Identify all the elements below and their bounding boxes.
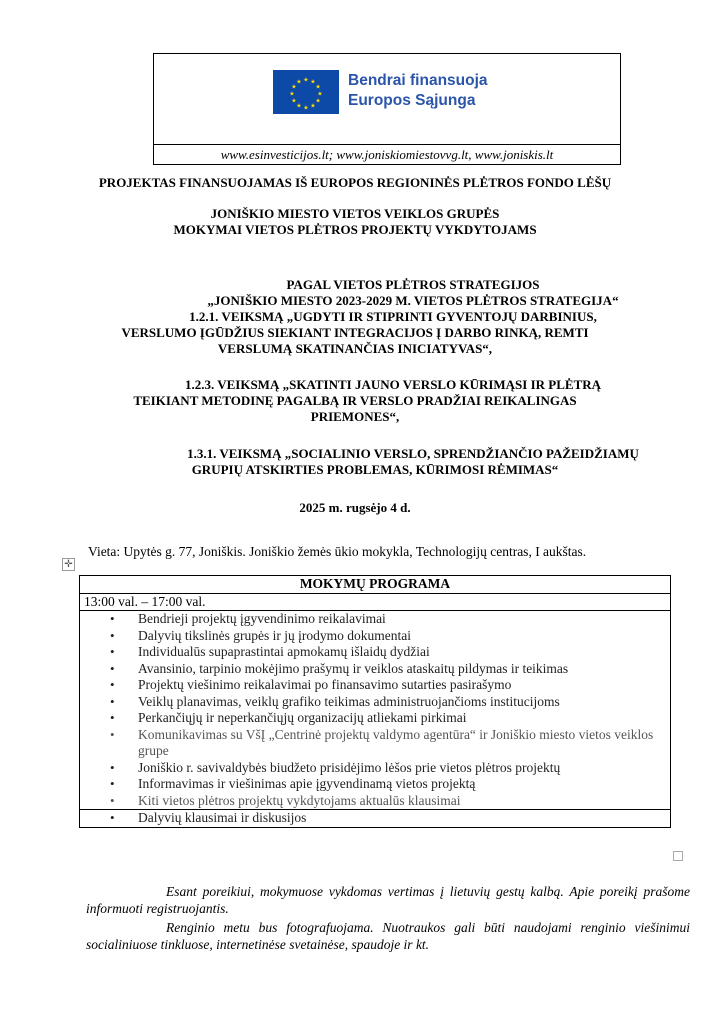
measure1-line1: 1.2.1. VEIKSMĄ „UGDYTI IR STIPRINTI GYVENTOJŲ DARBINIUS, <box>189 309 597 324</box>
list-item: • Komunikavimas su VšĮ „Centrinė projektų valdymo agentūra“ ir Joniškio miesto vietos veiklos grupe <box>110 727 666 760</box>
list-item: • Dalyvių klausimai ir diskusijos <box>110 810 666 827</box>
svg-text:★: ★ <box>310 102 316 110</box>
list-item: • Individualūs supaprastintai apmokamų išlaidų dydžiai <box>110 644 666 661</box>
list-item: • Projektų viešinimo reikalavimai po finansavimo sutarties pasirašymo <box>110 677 666 694</box>
list-item: • Kiti vietos plėtros projektų vykdytojams aktualūs klausimai <box>110 793 666 810</box>
list-item: • Dalyvių tikslinės grupės ir jų įrodymo dokumentai <box>110 628 666 645</box>
program-title: MOKYMŲ PROGRAMA <box>80 576 671 594</box>
header-links: www.esinvesticijos.lt; www.joniskiomiestovvg.lt, www.joniskis.lt <box>154 144 620 166</box>
venue-text: Vieta: Upytės g. 77, Joniškis. Joniškio žemės ūkio mokykla, Technologijų centras, I aukštas. <box>88 544 587 559</box>
eu-stars-icon <box>273 70 339 114</box>
eu-logo <box>154 54 620 144</box>
list-item: • Bendrieji projektų įgyvendinimo reikalavimai <box>110 611 666 628</box>
program-table <box>79 575 671 828</box>
table-move-handle-icon[interactable]: ✛ <box>62 558 75 571</box>
strategy-line2: „JONIŠKIO MIESTO 2023-2029 M. VIETOS PLĖTROS STRATEGIJA“ <box>207 293 619 308</box>
svg-text:★: ★ <box>291 97 297 105</box>
svg-text:★: ★ <box>289 90 295 98</box>
svg-text:★: ★ <box>310 78 316 86</box>
eu-flag-icon <box>273 70 339 114</box>
eu-logo-line1: Bendrai finansuoja <box>348 72 488 89</box>
svg-text:★: ★ <box>317 90 323 98</box>
program-time: 13:00 val. – 17:00 val. <box>80 593 671 611</box>
list-item: • Joniškio r. savivaldybės biudžeto prisidėjimo lėšos prie vietos plėtros projektų <box>110 760 666 777</box>
svg-text:★: ★ <box>315 83 321 91</box>
list-item: • Avansinio, tarpinio mokėjimo prašymų ir veiklos ataskaitų pildymas ir teikimas <box>110 661 666 678</box>
note-photo-text: Renginio metu bus fotografuojama. Nuotraukos gali būti naudojami renginio viešinimui socialiniuose tinkluose, internetinėse svetainėse, spaudoje ir kt. <box>86 920 690 952</box>
measure3-line1: 1.3.1. VEIKSMĄ „SOCIALINIO VERSLO, SPRENDŽIANČIO PAŽEIDŽIAMŲ <box>187 446 639 461</box>
program-last-cell <box>80 810 671 828</box>
note-sign-language <box>86 883 690 917</box>
svg-text:★: ★ <box>296 78 302 86</box>
list-item: • Informavimas ir viešinimas apie įgyvendinamą vietos projektą <box>110 776 666 793</box>
event-date: 2025 m. rugsėjo 4 d. <box>299 500 411 515</box>
svg-text:★: ★ <box>303 76 309 84</box>
funding-line: PROJEKTAS FINANSUOJAMAS IŠ EUROPOS REGIONINĖS PLĖTROS FONDO LĖŠŲ <box>98 175 612 190</box>
note-photo <box>86 919 690 953</box>
measure1-line2: VERSLUMO ĮGŪDŽIUS SIEKIANT INTEGRACIJOS Į DARBO RINKĄ, REMTI <box>121 325 589 340</box>
list-item: • Veiklų planavimas, veiklų grafiko teikimas administruojančioms institucijoms <box>110 694 666 711</box>
svg-text:★: ★ <box>291 83 297 91</box>
measure2-line2: TEIKIANT METODINĘ PAGALBĄ IR VERSLO PRADŽIAI REIKALINGAS <box>133 393 577 408</box>
svg-text:★: ★ <box>303 104 309 112</box>
strategy-line1: PAGAL VIETOS PLĖTROS STRATEGIJOS <box>286 277 540 292</box>
program-topics-list <box>84 611 666 809</box>
org-title-line2: MOKYMAI VIETOS PLĖTROS PROJEKTŲ VYKDYTOJAMS <box>173 222 537 237</box>
svg-text:★: ★ <box>315 97 321 105</box>
program-topics-cell <box>80 611 671 810</box>
measure2-line1: 1.2.3. VEIKSMĄ „SKATINTI JAUNO VERSLO KŪRIMĄSI IR PLĖTRĄ <box>184 377 602 392</box>
eu-logo-text <box>348 71 488 111</box>
eu-logo-line2: Europos Sąjunga <box>348 92 476 109</box>
list-item: • Perkančiųjų ir neperkančiųjų organizacijų atliekami pirkimai <box>110 710 666 727</box>
program-last-list <box>84 810 666 827</box>
measure2-line3: PRIEMONES“, <box>310 409 400 424</box>
table-resize-handle[interactable] <box>673 851 683 861</box>
org-title-line1: JONIŠKIO MIESTO VIETOS VEIKLOS GRUPĖS <box>210 206 500 221</box>
svg-text:★: ★ <box>296 102 302 110</box>
measure3-line2: GRUPIŲ ATSKIRTIES PROBLEMAS, KŪRIMOSI RĖMIMAS“ <box>191 462 559 477</box>
header-box <box>153 53 621 165</box>
note-sign-language-text: Esant poreikiui, mokymuose vykdomas vertimas į lietuvių gestų kalbą. Apie poreikį prašome informuoti registruojantis. <box>86 884 690 916</box>
measure1-line3: VERSLUMĄ SKATINANČIAS INICIATYVAS“, <box>217 341 493 356</box>
